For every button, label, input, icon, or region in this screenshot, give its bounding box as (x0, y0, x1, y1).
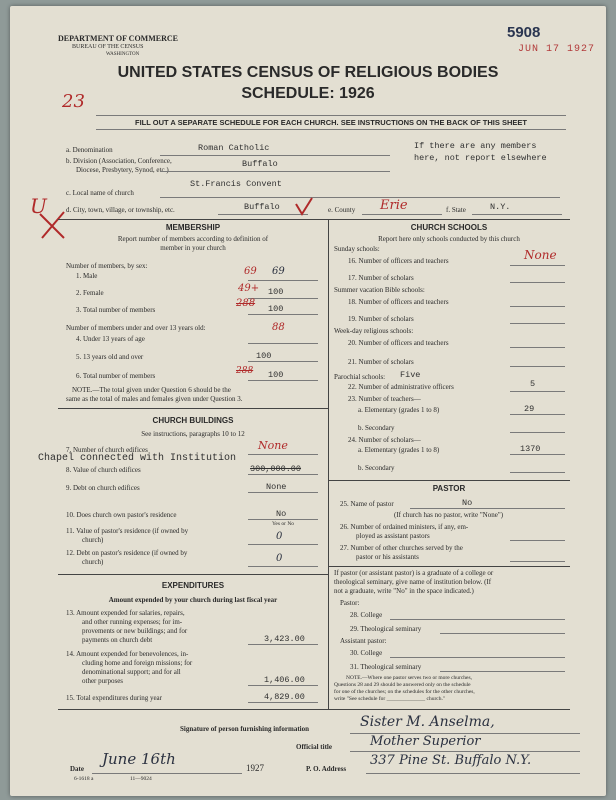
q12-label: 12. Debt on pastor's residence (if owned by (66, 549, 188, 557)
form-subtitle: SCHEDULE: 1926 (241, 85, 375, 102)
graduate-instruction-2: theological seminary, give name of institution below. (If (334, 578, 492, 586)
date-year: 1927 (246, 763, 264, 773)
county-label: e. County (328, 206, 356, 214)
chapel-note: Chapel connected with Institution (38, 453, 237, 464)
q24a-value: 1370 (520, 444, 541, 454)
pastor-note-3: for one of the churches; on the schedules for the other churches, (334, 689, 475, 695)
q26-label: 26. Number of ordained ministers, if any, em- (340, 523, 469, 531)
q21-label: 21. Number of scholars (348, 358, 414, 366)
q16-label: 16. Number of officers and teachers (348, 257, 449, 265)
q25-note: (If church has no pastor, write "None") (394, 511, 504, 519)
yes-no-hint: Yes or No (272, 521, 295, 527)
serial-number: 5908 (507, 24, 541, 41)
city: WASHINGTON (106, 52, 140, 57)
q14-label: 14. Amount expended for benevolences, in- (66, 650, 189, 658)
q18-label: 18. Number of officers and teachers (348, 298, 449, 306)
po-address-label: P. O. Address (306, 765, 347, 773)
signature-label: Signature of person furnishing information (180, 725, 309, 733)
q13-label: 13. Amount expended for salaries, repairs, (66, 609, 185, 617)
q2-value-2: 100 (268, 287, 284, 297)
red-check-icon (292, 196, 316, 218)
q30-label: 30. College (350, 649, 383, 657)
q25-label: 25. Name of pastor (340, 500, 394, 508)
q19-label: 19. Number of scholars (348, 315, 414, 323)
q10-label: 10. Does church own pastor's residence (66, 511, 177, 519)
q2-label: 2. Female (76, 289, 104, 297)
q3-value-2: 100 (268, 304, 284, 314)
county-value: Erie (380, 198, 408, 213)
department: DEPARTMENT OF COMMERCE (58, 34, 179, 43)
q12-value: 0 (276, 553, 283, 564)
q14-value: 1,406.00 (264, 675, 305, 685)
q25-value: No (462, 498, 473, 508)
parochial-value: Five (400, 370, 421, 380)
graduate-instruction-3: not a graduate, write "No" in the space indicated.) (334, 587, 474, 595)
official-title-value: Mother Superior (370, 734, 481, 749)
pastor-note: NOTE.—Where one pastor serves two or more churches, (346, 675, 472, 681)
city-value: Buffalo (244, 202, 280, 212)
u-mark: U (30, 194, 47, 218)
denomination-value: Roman Catholic (198, 143, 270, 153)
q24a-label: a. Elementary (grades 1 to 8) (358, 446, 440, 454)
membership-intro: Report number of members according to definition of (117, 235, 269, 243)
q24-label: 24. Number of scholars— (348, 436, 421, 444)
division-label: b. Division (Association, Conference, (66, 157, 172, 165)
assistant-label: Assistant pastor: (340, 637, 387, 645)
date-value: June 16th (102, 750, 176, 768)
q20-label: 20. Number of officers and teachers (348, 339, 449, 347)
q14-label-2: cluding home and foreign missions; for (82, 659, 193, 667)
denomination-label: a. Denomination (66, 146, 113, 154)
q13-label-4: payments on church debt (82, 636, 153, 644)
q15-value: 4,829.00 (264, 692, 305, 702)
q16-value: None (524, 248, 557, 262)
q6-value-2: 100 (268, 370, 284, 380)
q2-value-1: 49+ (238, 283, 260, 294)
expenditures-heading: EXPENDITURES (161, 581, 225, 590)
membership-intro-2: member in your church (160, 244, 226, 252)
pastor-note-2: Questions 28 and 29 should be answered only on the schedule (334, 682, 471, 688)
q5-value: 100 (256, 351, 272, 361)
weekday-label: Week-day religious schools: (334, 327, 414, 335)
typed-note-1: If there are any members (414, 141, 537, 151)
q8-value: 300,000.00 (250, 464, 302, 474)
date-label: Date (70, 765, 84, 773)
census-form (10, 6, 606, 796)
official-title-label: Official title (296, 743, 332, 751)
state-value: N.Y. (490, 202, 511, 212)
red-mark: 23 (62, 91, 85, 112)
expenditures-subheading: Amount expended by your church during last fiscal year (108, 596, 278, 604)
q13-label-3: provements or new buildings; and for (82, 627, 188, 635)
q4-value: 88 (272, 322, 285, 333)
q22-value: 5 (530, 379, 536, 389)
q24b-label: b. Secondary (358, 464, 395, 472)
sunday-label: Sunday schools: (334, 245, 380, 253)
q11-value: 0 (276, 531, 283, 542)
signature-value: Sister M. Anselma, (360, 714, 495, 730)
schools-subheading: Report here only schools conducted by this church (378, 235, 520, 243)
q31-label: 31. Theological seminary (350, 663, 422, 671)
pastor-note-4: write "See schedule for ______________ church." (334, 696, 446, 702)
local-name-value: St.Francis Convent (190, 179, 282, 189)
instructions: FILL OUT A SEPARATE SCHEDULE FOR EACH CHURCH. SEE INSTRUCTIONS ON THE BACK OF THIS SHEET (135, 118, 527, 127)
summer-label: Summer vacation Bible schools: (334, 286, 425, 294)
q14-label-3: denominational support; and for all (82, 668, 181, 676)
q9-value: None (266, 482, 287, 492)
form-number: 6-1618 a (74, 776, 94, 782)
q12-label-2: church) (82, 558, 104, 566)
q27-label: 27. Number of other churches served by the (340, 544, 463, 552)
buildings-heading: CHURCH BUILDINGS (152, 416, 234, 425)
state-label: f. State (446, 206, 466, 214)
q5-label: 5. 13 years old and over (76, 353, 144, 361)
received-stamp: JUN 17 1927 (518, 44, 596, 55)
membership-note-2: same as the total of males and females given under Question 3. (66, 395, 243, 403)
q15-label: 15. Total expenditures during year (66, 694, 162, 702)
parochial-label: Parochial schools: (334, 373, 386, 381)
q23b-label: b. Secondary (358, 424, 395, 432)
q14-label-4: other purposes (82, 677, 124, 685)
local-name-label: c. Local name of church (66, 189, 134, 197)
q8-label: 8. Value of church edifices (66, 466, 141, 474)
membership-heading: MEMBERSHIP (165, 223, 221, 232)
age-label: Number of members under and over 13 years old: (66, 324, 206, 332)
q1-value-2: 69 (272, 266, 285, 277)
pastor-heading: PASTOR (432, 484, 466, 493)
q26-label-2: ployed as assistant pastors (356, 532, 430, 540)
schools-heading: CHURCH SCHOOLS (410, 223, 488, 232)
division-label-2: Diocese, Presbytery, Synod, etc.) (76, 166, 169, 174)
q4-label: 4. Under 13 years of age (76, 335, 145, 343)
typed-note-2: here, not report elsewhere (414, 153, 547, 163)
q23a-value: 29 (524, 404, 535, 414)
q7-label: 7. Number of church edifices (66, 446, 148, 454)
q28-label: 28. College (350, 611, 383, 619)
bureau: BUREAU OF THE CENSUS (72, 44, 144, 50)
q9-label: 9. Debt on church edifices (66, 484, 140, 492)
print-code: 11—9024 (130, 776, 152, 782)
q1-label: 1. Male (76, 272, 98, 280)
graduate-instruction: If pastor (or assistant pastor) is a graduate of a college or (334, 569, 494, 577)
q22-label: 22. Number of administrative officers (348, 383, 454, 391)
q6-value-1: 288 (236, 366, 254, 376)
q3-label: 3. Total number of members (76, 306, 156, 314)
q7-value: None (258, 439, 288, 452)
city-label: d. City, town, village, or township, etc. (66, 206, 175, 214)
q1-value-1: 69 (244, 266, 257, 277)
q13-label-2: and other running expenses; for im- (82, 618, 183, 626)
q17-label: 17. Number of scholars (348, 274, 414, 282)
by-sex-label: Number of members, by sex: (66, 262, 148, 270)
membership-note: NOTE.—The total given under Question 6 should be the (72, 386, 231, 394)
po-address-value: 337 Pine St. Buffalo N.Y. (370, 753, 532, 768)
q6-label: 6. Total number of members (76, 372, 156, 380)
q13-value: 3,423.00 (264, 634, 305, 644)
division-value: Buffalo (242, 159, 278, 169)
form-title: UNITED STATES CENSUS OF RELIGIOUS BODIES (117, 64, 499, 81)
q27-label-2: pastor or his assistants (356, 553, 419, 561)
q11-label-2: church) (82, 536, 104, 544)
q3-value-1: 288 (236, 298, 256, 309)
buildings-subheading: See instructions, paragraphs 10 to 12 (141, 430, 245, 438)
q11-label: 11. Value of pastor's residence (if owned by (66, 527, 189, 535)
q29-label: 29. Theological seminary (350, 625, 422, 633)
pastor-label: Pastor: (340, 599, 360, 607)
q23-label: 23. Number of teachers— (348, 395, 421, 403)
q23a-label: a. Elementary (grades 1 to 8) (358, 406, 440, 414)
q10-value: No (276, 509, 287, 519)
